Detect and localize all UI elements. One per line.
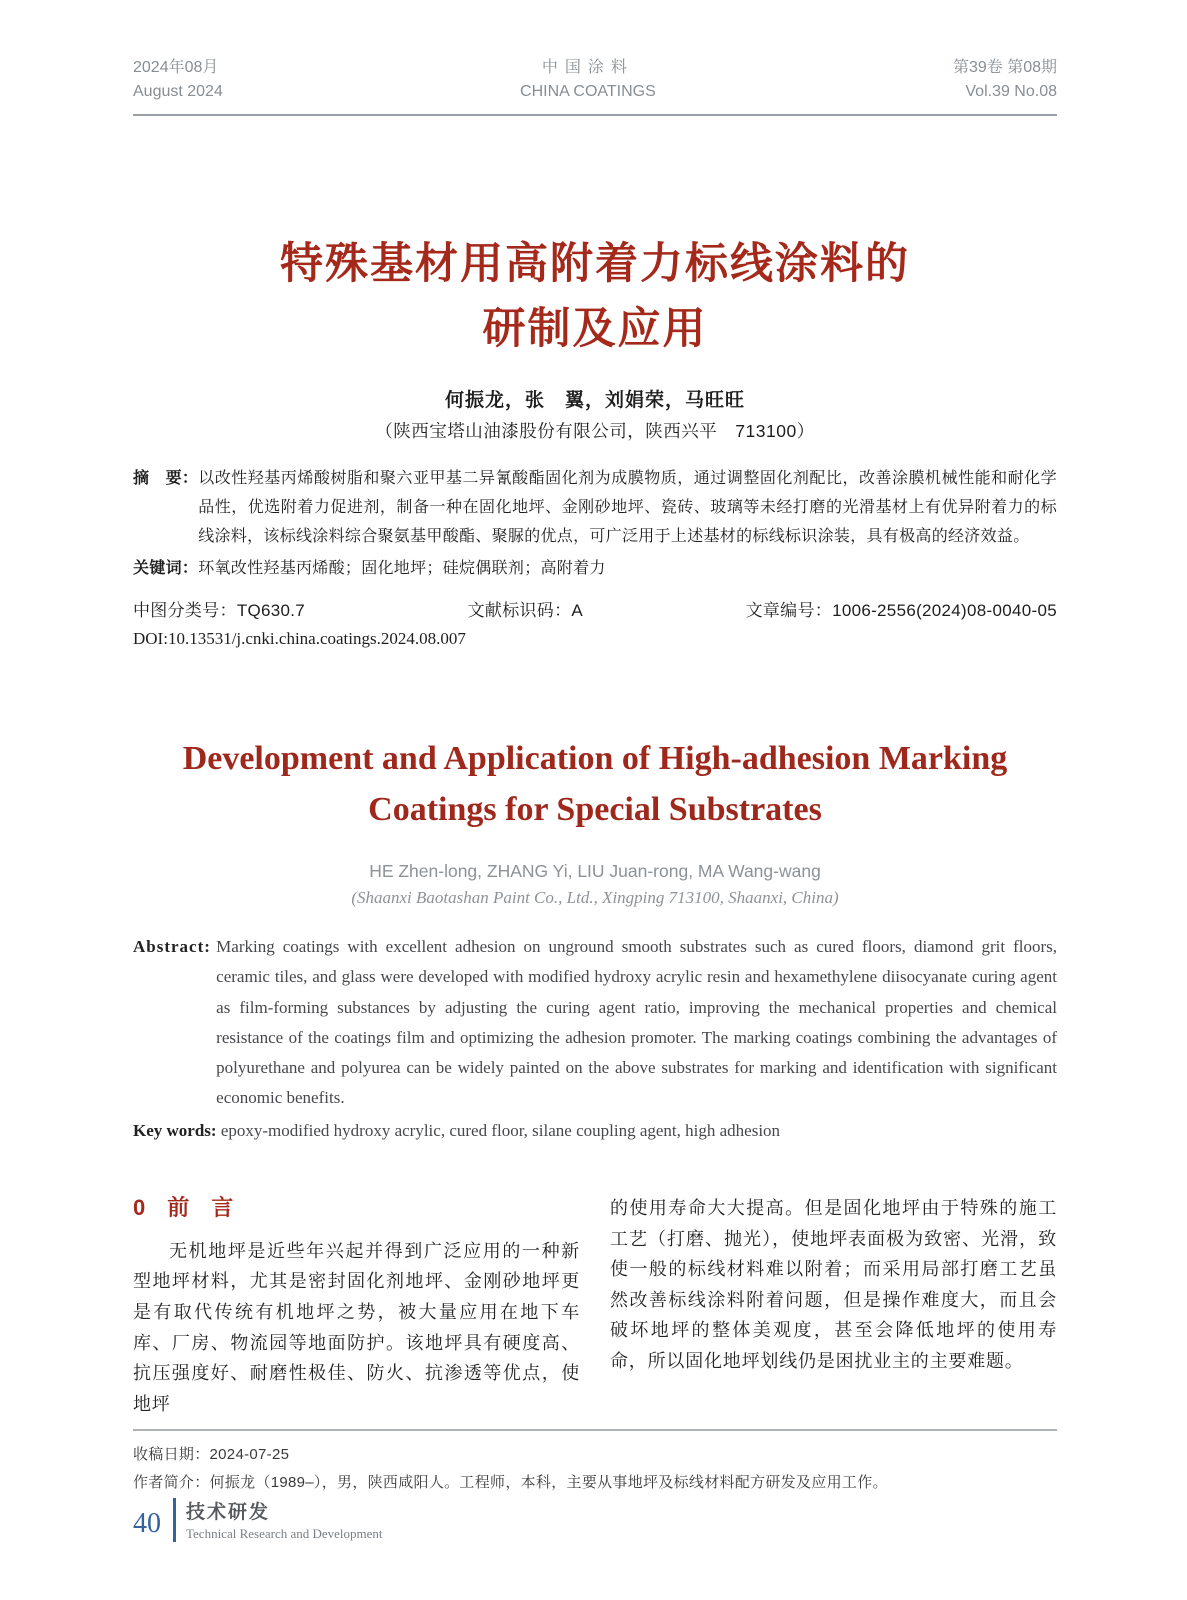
doi: DOI:10.13531/j.cnki.china.coatings.2024.08.007 [133,629,466,649]
clc-label: 中图分类号： [133,601,237,621]
document-code [468,596,583,621]
abstract-cn [133,465,1057,551]
author-bio-text: 何振龙（1989–），男，陕西咸阳人。工程师，本科，主要从事地坪及标线材料配方研发及应用工作。 [209,1474,888,1492]
keywords-en-text: epoxy-modified hydroxy acrylic, cured floor, silane coupling agent, high adhesion [220,1120,781,1140]
abstract-cn-label: 摘 要： [133,470,199,487]
keywords-cn [133,555,1057,584]
column-name [186,1497,383,1542]
keywords-en-label: Key words: [133,1120,221,1140]
page-number: 40 [133,1507,161,1539]
document-code-value: A [571,601,584,621]
article-title-en-line2: Coatings for Special Substrates [368,791,822,829]
header-journal-name [520,56,656,104]
article-id [746,596,1057,621]
document-code-label: 文献标识码： [467,601,572,621]
keywords-cn-text: 环氧改性羟基丙烯酸；固化地坪；硅烷偶联剂；高附着力 [198,560,606,578]
clc-value: TQ630.7 [236,601,306,621]
affiliation-cn: （陕西宝塔山油漆股份有限公司，陕西兴平 713100） [375,421,815,441]
intro-right-column [610,1193,1057,1419]
intro-paragraph-right: 的使用寿命大大提高。但是固化地坪由于特殊的施工工艺（打磨、抛光），使地坪表面极为致密、光滑，致使一般的标线材料难以附着；而采用局部打磨工艺虽然改善标线涂料附着问题，但是操作难度大，而且会破坏地坪的整体美观度，甚至会降低地坪的使用寿命，所以固化地坪划线仍是困扰业主的主要难题。 [610,1198,1057,1371]
article-title-cn [133,232,1057,361]
article-meta-row [133,596,1057,621]
column-name-cn: 技术研发 [186,1502,271,1523]
abstract-en [133,932,1057,1114]
affiliation-en: (Shaanxi Baotashan Paint Co., Ltd., Xingping 713100, Shaanxi, China) [351,888,839,908]
clc-number [133,596,305,621]
abstract-en-label: Abstract: [133,937,217,957]
abstract-en-text: Marking coatings with excellent adhesion on unground smooth substrates such as cured floors, diamond grit floors, ceramic tiles, and glass were developed with modified hydroxy acrylic resin and hexamethylene diisocyanate curing agent as film-forming substances by adjusting the curing agent ratio, improving the mechanical properties and chemical resistance of the coatings film and optimizing the adhesion promoter. The marking coatings combining the advantages of polyurethane and polyurea can be widely painted on the above substrates for marking and identification with significant economic benefits. [216,937,1057,1108]
article-title-cn-line1: 特殊基材用高附着力标线涂料的 [280,240,910,288]
authors-cn: 何振龙，张 翼，刘娟荣，马旺旺 [444,390,745,411]
header-volume-issue [953,56,1057,104]
keywords-cn-label: 关键词： [133,560,199,578]
volume-issue-cn: 第39卷 第08期 [952,59,1057,76]
received-date-value: 2024-07-25 [209,1446,290,1464]
article-id-label: 文章编号： [745,601,833,621]
keywords-en [133,1116,1057,1146]
journal-header [133,0,1057,116]
page-footer [133,1497,383,1542]
author-bio-note [133,1469,1057,1497]
article-title-en-line1: Development and Application of High-adhesion Marking [182,740,1008,778]
received-date-label: 收稿日期： [133,1446,210,1464]
intro-paragraph-left: 无机地坪是近些年兴起并得到广泛应用的一种新型地坪材料，尤其是密封固化剂地坪、金刚砂地坪更是有取代传统有机地坪之势，被大量应用在地下车库、厂房、物流园等地面防护。该地坪具有硬度高、抗压强度好、耐磨性极佳、防火、抗渗透等优点，使地坪 [133,1240,580,1414]
article-title-en [133,733,1057,835]
header-date-cn: 2024年08月 [133,59,219,76]
journal-name-en: CHINA COATINGS [520,83,656,100]
article-id-value: 1006-2556(2024)08-0040-05 [832,601,1057,621]
introduction-section [133,1193,1057,1497]
journal-name-cn: 中国涂料 [541,59,634,76]
intro-left-column [133,1193,580,1419]
column-name-en: Technical Research and Development [186,1526,383,1541]
article-title-cn-line2: 研制及应用 [482,304,708,353]
abstract-cn-text: 以改性羟基丙烯酸树脂和聚六亚甲基二异氰酸酯固化剂为成膜物质，通过调整固化剂配比，改善涂膜机械性能和耐化学品性，优选附着力促进剂，制备一种在固化地坪、金刚砂地坪、瓷砖、玻璃等未经打磨的光滑基材上有优异附着力的标线涂料，该标线涂料综合聚氨基甲酸酯、聚脲的优点，可广泛用于上述基材的标线标识涂装，具有极高的经济效益。 [198,470,1057,545]
authors-en: HE Zhen-long, ZHANG Yi, LIU Juan-rong, MA Wang-wang [369,861,821,882]
footnote-divider [133,1429,1057,1497]
header-issue-date [133,56,223,104]
author-bio-label: 作者简介： [133,1474,210,1492]
footer-divider-bar [173,1498,176,1542]
volume-issue-en: Vol.39 No.08 [965,83,1057,100]
header-date-en: August 2024 [133,83,223,100]
section-heading-0: 0 前 言 [133,1195,234,1220]
received-date-note [133,1441,1057,1469]
